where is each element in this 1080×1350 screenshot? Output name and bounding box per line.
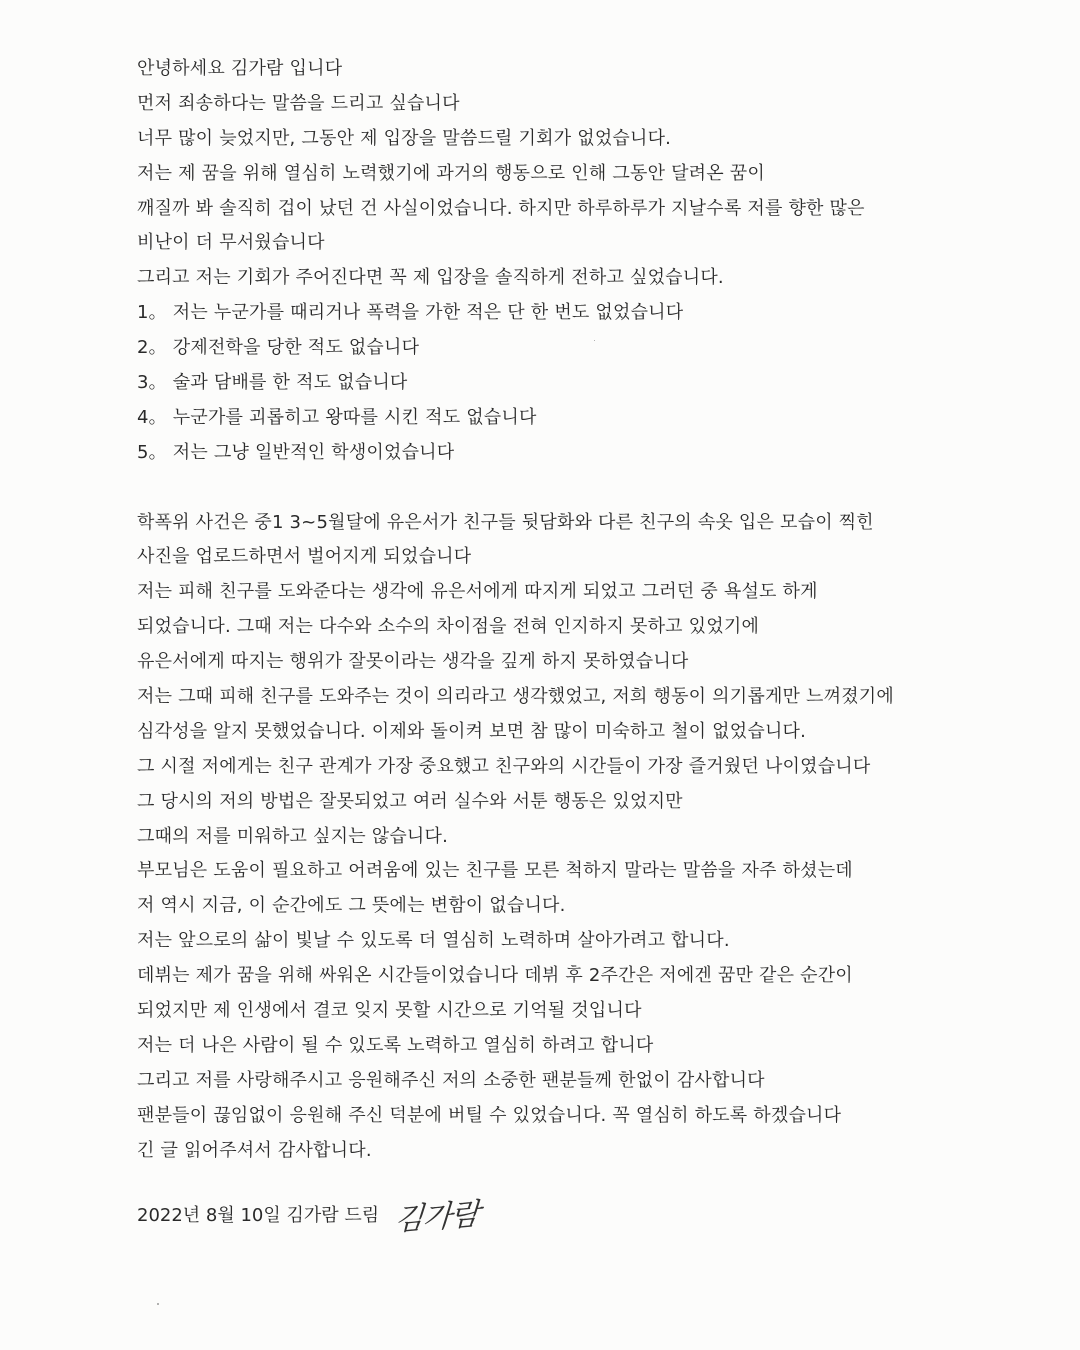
letter-line: 심각성을 알지 못했었습니다. 이제와 돌이켜 보면 참 많이 미숙하고 철이 없었습니다.: [137, 720, 807, 742]
letter-line: 데뷔는 제가 꿈을 위해 싸워온 시간들이었습니다 데뷔 후 2주간은 저에겐 꿈만 같은 순간이: [137, 965, 853, 987]
letter-line: 저는 피해 친구를 도와준다는 생각에 유은서에게 따지게 되었고 그러던 중 욕설도 하게: [137, 581, 818, 603]
letter-line: 저는 제 꿈을 위해 열심히 노력했기에 과거의 행동으로 인해 그동안 달려온 꿈이: [137, 162, 765, 184]
numbered-statement-2: 2。 강제전학을 당한 적도 없습니다: [137, 337, 420, 359]
letter-body: [137, 52, 1037, 1169]
letter-line: 팬분들이 끊임없이 응원해 주신 덕분에 버틸 수 있었습니다. 꼭 열심히 하도록 하겠습니다: [137, 1104, 842, 1126]
date-line: 2022년 8월 10일 김가람 드림: [137, 1205, 380, 1226]
letter-line: 사진을 업로드하면서 벌어지게 되었습니다: [137, 546, 472, 568]
handwritten-signature: 김가람: [393, 1196, 480, 1239]
letter-line: 저는 그때 피해 친구를 도와주는 것이 의리라고 생각했었고, 저희 행동이 의기롭게만 느껴졌기에: [137, 686, 894, 708]
letter-line: 저 역시 지금, 이 순간에도 그 뜻에는 변함이 없습니다.: [137, 895, 566, 917]
signature-row: [137, 1194, 480, 1239]
letter-line: 유은서에게 따지는 행위가 잘못이라는 생각을 깊게 하지 못하였습니다: [137, 651, 689, 673]
letter-line: 그 당시의 저의 방법은 잘못되었고 여러 실수와 서툰 행동은 있었지만: [137, 790, 683, 812]
letter-line: 안녕하세요 김가람 입니다: [137, 58, 343, 79]
letter-line: 그 시절 저에게는 친구 관계가 가장 중요했고 친구와의 시간들이 가장 즐거웠던 나이였습니다: [137, 755, 871, 777]
numbered-statement-5: 5。 저는 그냥 일반적인 학생이었습니다: [137, 441, 455, 463]
letter-line: 학폭위 사건은 중1 3~5월달에 유은서가 친구들 뒷담화와 다른 친구의 속옷 입은 모습이 찍힌: [137, 511, 874, 533]
numbered-statement-3: 3。 술과 담배를 한 적도 없습니다: [137, 372, 408, 394]
numbered-statement-1: 1。 저는 누군가를 때리거나 폭력을 가한 적은 단 한 번도 없었습니다: [137, 302, 684, 324]
scan-speck: [594, 340, 595, 341]
letter-line: 저는 앞으로의 삶이 빛날 수 있도록 더 열심히 노력하며 살아가려고 합니다.: [137, 930, 730, 952]
letter-line: 저는 더 나은 사람이 될 수 있도록 노력하고 열심히 하려고 합니다: [137, 1034, 654, 1056]
paragraph-gap: [137, 471, 1037, 506]
letter-line: 그리고 저를 사랑해주시고 응원해주신 저의 소중한 팬분들께 한없이 감사합니다: [137, 1069, 765, 1091]
letter-line: 너무 많이 늦었지만, 그동안 제 입장을 말씀드릴 기회가 없었습니다.: [137, 127, 672, 149]
numbered-statement-4: 4。 누군가를 괴롭히고 왕따를 시킨 적도 없습니다: [137, 406, 537, 428]
letter-line: 되었지만 제 인생에서 결코 잊지 못할 시간으로 기억될 것입니다: [137, 1000, 642, 1022]
letter-line: 먼저 죄송하다는 말씀을 드리고 싶습니다: [137, 92, 460, 114]
letter-line: 그리고 저는 기회가 주어진다면 꼭 제 입장을 솔직하게 전하고 싶었습니다.: [137, 267, 724, 289]
letter-line: 긴 글 읽어주셔서 감사합니다.: [137, 1139, 372, 1161]
letter-line: 그때의 저를 미워하고 싶지는 않습니다.: [137, 825, 449, 847]
letter-line: 부모님은 도움이 필요하고 어려움에 있는 친구를 모른 척하지 말라는 말씀을 자주 하셨는데: [137, 860, 853, 882]
letter-line: 깨질까 봐 솔직히 겁이 났던 건 사실이었습니다. 하지만 하루하루가 지날수록 저를 향한 많은: [137, 197, 865, 219]
letter-line: 비난이 더 무서웠습니다: [137, 232, 325, 254]
letter-line: 되었습니다. 그때 저는 다수와 소수의 차이점을 전혀 인지하지 못하고 있었기에: [137, 616, 760, 638]
scan-speck: [157, 1303, 159, 1305]
